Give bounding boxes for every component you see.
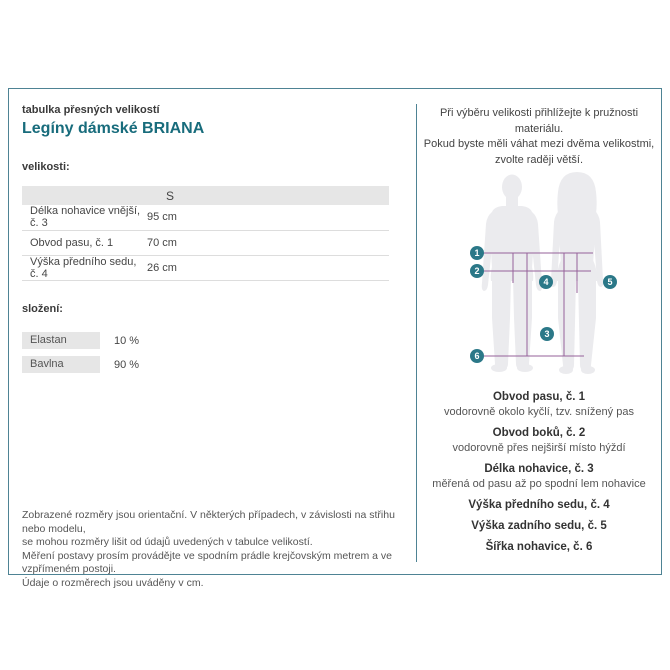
note-line: Při výběru velikosti přihlížejte k pružnosti materiálu. — [439, 107, 639, 135]
note-line: Pokud byste měli váhat mezi dvěma velikostmi, — [423, 138, 655, 150]
material-percent: 90 % — [114, 358, 140, 371]
measure-value: 95 cm — [147, 205, 193, 230]
svg-text:5: 5 — [607, 277, 613, 287]
composition-row — [22, 332, 139, 349]
table-row — [22, 205, 389, 230]
badge-1 — [470, 246, 484, 260]
measure-name: Výška zadního sedu, č. 5 — [471, 520, 607, 532]
male-silhouette-figure — [482, 175, 543, 373]
measure-desc: vodorovně přes nejširší místo hýždí — [452, 442, 626, 454]
product-title: Legíny dámské BRIANA — [22, 120, 205, 137]
size-table-header-empty — [22, 186, 147, 205]
badge-3 — [540, 327, 554, 341]
svg-text:3: 3 — [544, 329, 550, 339]
material-name: Bavlna — [22, 356, 100, 373]
left-column — [9, 89, 416, 589]
measure-label: Délka nohavice vnější, č. 3 — [22, 205, 147, 230]
size-column-header: S — [147, 186, 193, 205]
material-percent: 10 % — [114, 334, 140, 347]
measure-label: Obvod pasu, č. 1 — [22, 230, 147, 255]
badge-5 — [603, 275, 617, 289]
right-column — [417, 89, 661, 574]
size-table — [22, 186, 389, 281]
note-line: zvolte raději větší. — [494, 153, 584, 166]
list-item — [417, 426, 661, 455]
measure-name: Délka nohavice, č. 3 — [484, 463, 594, 475]
chart-eyebrow: tabulka přesných velikostí — [22, 104, 160, 116]
size-table-header-filler — [193, 186, 389, 205]
footnote — [22, 509, 416, 590]
list-item — [417, 519, 661, 533]
footnote-line: Zobrazené rozměry jsou orientační. V některých případech, v závislosti na střihu nebo modelu, — [22, 509, 395, 535]
badge-6 — [470, 349, 484, 363]
list-item — [417, 498, 661, 512]
badge-2 — [470, 264, 484, 278]
footnote-line: Měření postavy prosím provádějte ve spodním prádle krejčovským metrem a ve vzpřímeném postoji. — [22, 549, 392, 575]
svg-text:6: 6 — [474, 351, 480, 361]
measure-value: 26 cm — [147, 255, 193, 280]
footnote-line: Údaje o rozměrech jsou uváděny v cm. — [22, 576, 204, 589]
composition-row — [22, 356, 139, 373]
svg-text:1: 1 — [474, 248, 480, 258]
list-item — [417, 390, 661, 419]
table-row — [22, 255, 389, 280]
composition-section-label: složení: — [22, 303, 63, 315]
measure-name: Šířka nohavice, č. 6 — [485, 541, 593, 553]
measurement-diagram — [446, 168, 666, 380]
svg-text:4: 4 — [543, 277, 549, 287]
list-item — [417, 462, 661, 491]
measurement-legend — [417, 390, 661, 561]
measure-label: Výška předního sedu, č. 4 — [22, 255, 147, 280]
sizes-section-label: velikosti: — [22, 161, 70, 173]
composition-table — [22, 332, 139, 380]
list-item — [417, 540, 661, 554]
measure-name: Výška předního sedu, č. 4 — [468, 499, 610, 511]
measure-value: 70 cm — [147, 230, 193, 255]
measure-desc: vodorovně okolo kyčlí, tzv. snížený pas — [444, 406, 634, 418]
badge-4 — [539, 275, 553, 289]
size-table-header-row — [22, 186, 389, 205]
svg-text:2: 2 — [474, 266, 480, 276]
size-advice-note — [417, 106, 661, 168]
measure-name: Obvod pasu, č. 1 — [492, 391, 586, 403]
size-chart-panel — [8, 88, 662, 589]
table-row — [22, 230, 389, 255]
measure-name: Obvod boků, č. 2 — [492, 427, 586, 439]
measure-desc: měřená od pasu až po spodní lem nohavice — [432, 478, 646, 490]
footnote-line: se mohou rozměry lišit od údajů uvedených v tabulce velikostí. — [22, 536, 313, 548]
material-name: Elastan — [22, 332, 100, 349]
